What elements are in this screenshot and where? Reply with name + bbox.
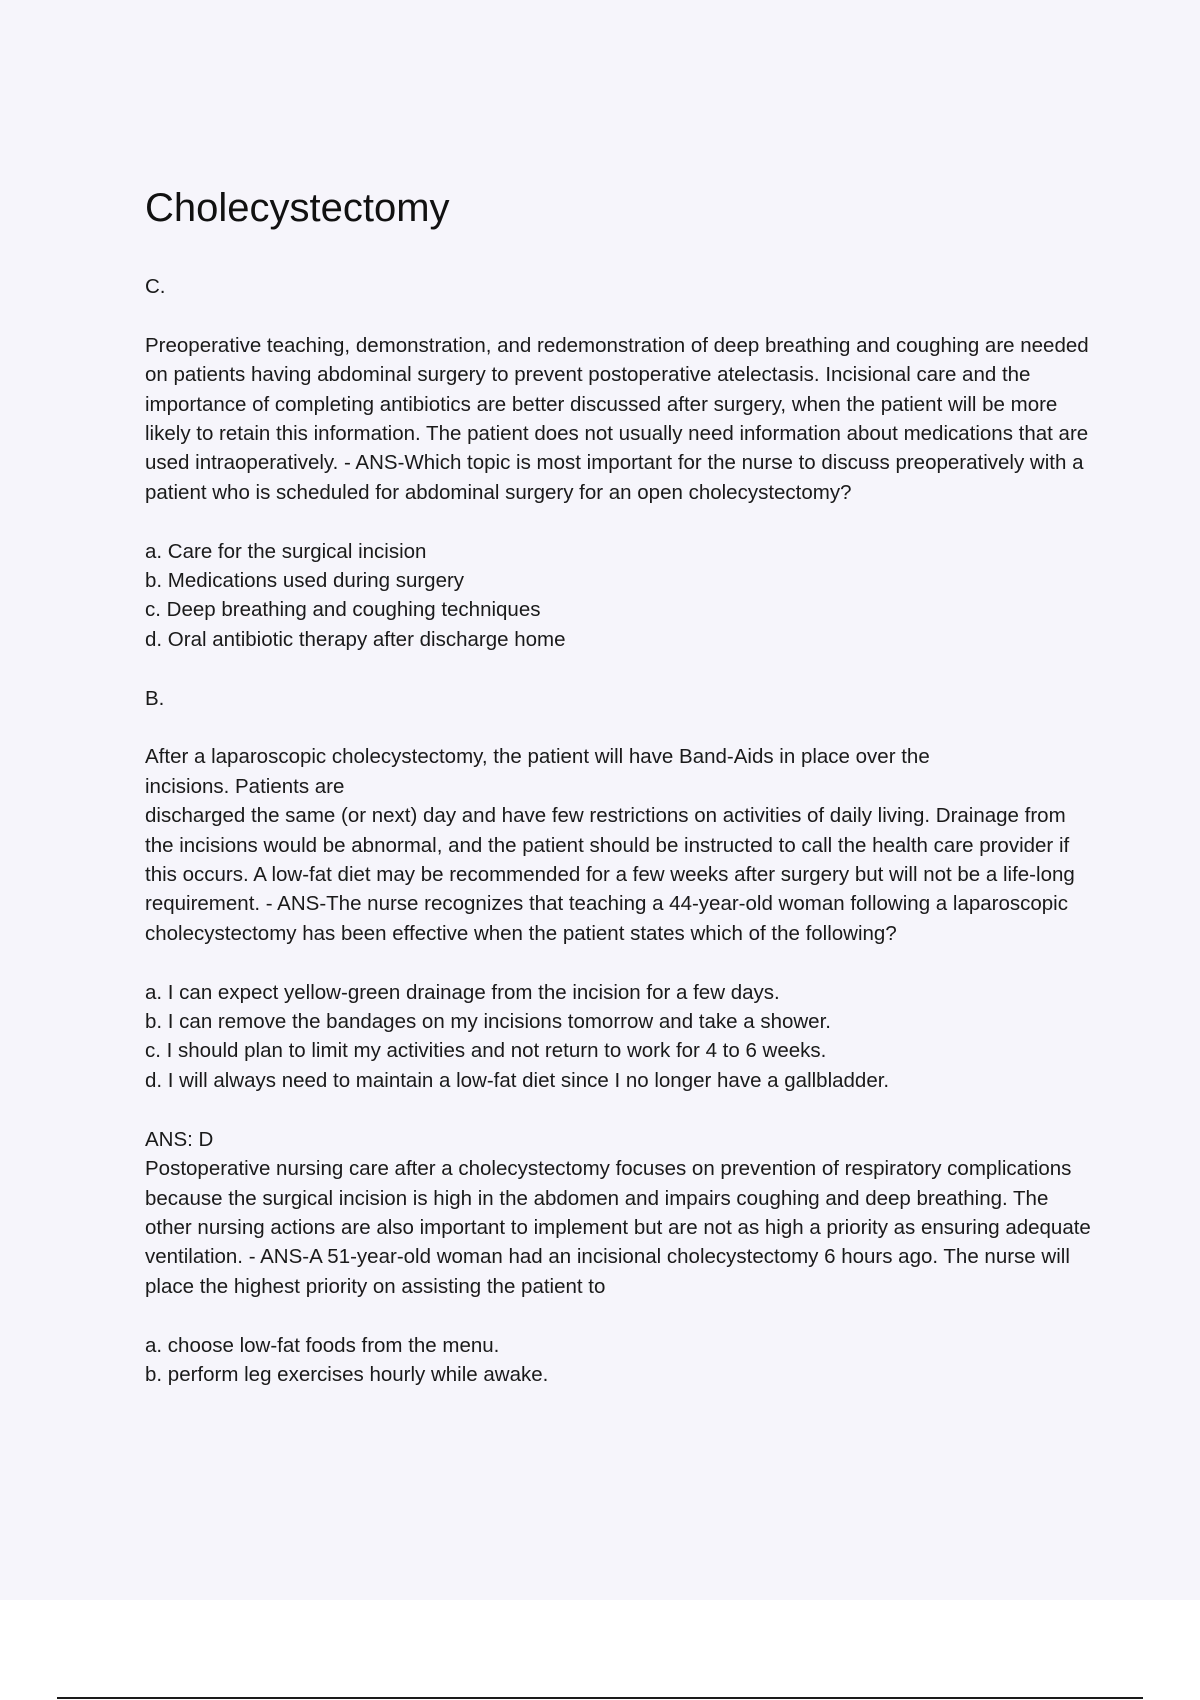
option-item: c. I should plan to limit my activities and not return to work for 4 to 6 weeks.: [145, 1039, 827, 1063]
option-item: d. I will always need to maintain a low-fat diet since I no longer have a gallbladder.: [145, 1068, 890, 1092]
option-list: [145, 1331, 1095, 1390]
answer-letter: ANS: D: [145, 1127, 214, 1151]
page-title: Cholecystectomy: [145, 186, 450, 230]
option-item: a. I can expect yellow-green drainage from the incision for a few days.: [145, 980, 780, 1004]
rationale-paragraph: Preoperative teaching, demonstration, and redemonstration of deep breathing and coughing are needed on patients having abdominal surgery to prevent postoperative atelectasis. Incisional care and the importance of completing antibiotics are better discussed after surgery, when the patient will be more likely to retain this information. The patient does not usually need information about medications that are used intraoperatively. - ANS-Which topic is most important for the nurse to discuss preoperatively with a patient who is scheduled for abdominal surgery for an open cholecystectomy?: [145, 333, 1089, 504]
rationale-line: After a laparoscopic cholecystectomy, the patient will have Band-Aids in place over the incisions. Patients are: [145, 745, 930, 798]
rationale-paragraph: [145, 742, 1095, 948]
answer-letter: C.: [145, 275, 166, 298]
option-item: a. Care for the surgical incision: [145, 539, 427, 563]
option-item: d. Oral antibiotic therapy after discharge home: [145, 627, 566, 651]
rationale-line: discharged the same (or next) day and have few restrictions on activities of daily living. Drainage from the incisions would be abnormal, and the patient should be instructed to call the health care provider if this occurs. A low-fat diet may be recommended for a few weeks after surgery but will not be a life-long requirement. - ANS-The nurse recognizes that teaching a 44-year-old woman following a laparoscopic cholecystectomy has been effective when the patient states which of the following?: [145, 804, 1075, 945]
option-list: [145, 978, 1095, 1096]
option-item: b. Medications used during surgery: [145, 569, 465, 593]
option-list: [145, 537, 1095, 655]
rationale-paragraph: Postoperative nursing care after a cholecystectomy focuses on prevention of respiratory complications because the surgical incision is high in the abdomen and impairs coughing and deep breathing. The other nursing actions are also important to implement but are not as high a priority as ensuring adequate ventilation. - ANS-A 51-year-old woman had an incisional cholecystectomy 6 hours ago. The nurse will place the highest priority on assisting the patient to: [145, 1157, 1091, 1298]
footer-divider: [57, 1697, 1143, 1699]
option-item: a. choose low-fat foods from the menu.: [145, 1333, 500, 1357]
answer-block: [145, 1125, 1095, 1301]
option-item: c. Deep breathing and coughing techniques: [145, 598, 541, 622]
document-content: [145, 180, 1095, 1419]
option-item: b. I can remove the bandages on my incisions tomorrow and take a shower.: [145, 1010, 831, 1034]
option-item: b. perform leg exercises hourly while awake.: [145, 1362, 549, 1386]
answer-letter: B.: [145, 686, 165, 710]
